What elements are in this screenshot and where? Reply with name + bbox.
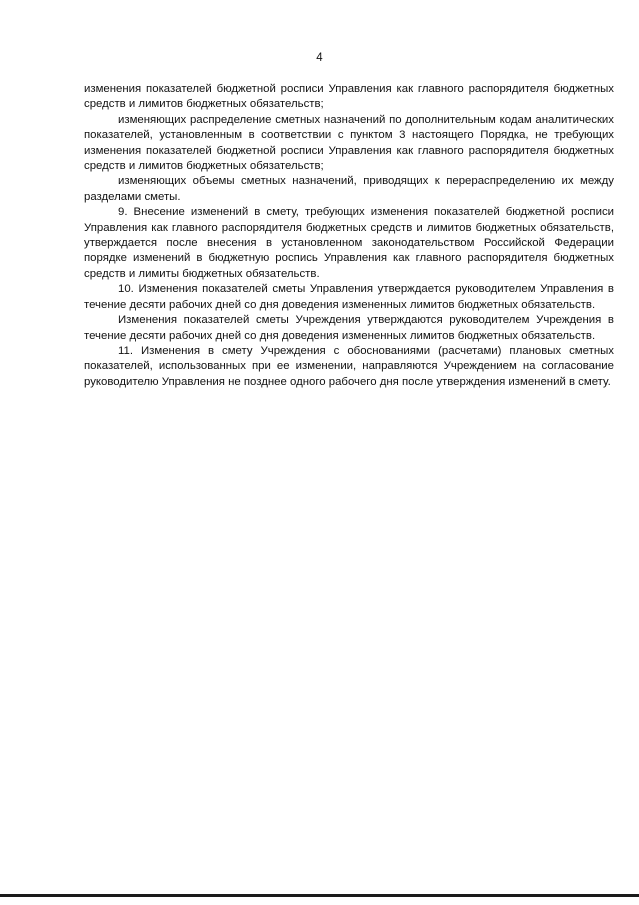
document-body (84, 82, 614, 390)
paragraph-volume-changes: изменяющих объемы сметных назначений, приводящих к перераспределению их между разделами сметы. (84, 175, 614, 203)
paragraph-item-11: 11. Изменения в смету Учреждения с обоснованиями (расчетами) плановых сметных показателей, использованных при ее изменении, направляются Учреждением на согласование руководителю Управления не позднее одного рабочего дня после утверждения изменений в смету. (84, 344, 614, 388)
page-number: 4 (316, 52, 323, 64)
paragraph-distribution-changes: изменяющих распределение сметных назначений по дополнительным кодам аналитических показателей, установленным в соответствии с пунктом 3 настоящего Порядка, не требующих изменения показателей бюджетной росписи Управления как главного распорядителя бюджетных средств и лимитов бюджетных обязательств; (84, 113, 614, 173)
scan-bottom-border (0, 894, 639, 897)
paragraph-item-10: 10. Изменения показателей сметы Управления утверждается руководителем Управления в течение десяти рабочих дней со дня доведения измененных лимитов бюджетных обязательств. (84, 283, 614, 311)
paragraph-institution-changes: Изменения показателей сметы Учреждения утверждаются руководителем Учреждения в течение десяти рабочих дней со дня доведения измененных лимитов бюджетных обязательств. (84, 314, 614, 342)
paragraph-item-9: 9. Внесение изменений в смету, требующих изменения показателей бюджетной росписи Управления как главного распорядителя бюджетных средств и лимитов бюджетных обязательств, утверждается после внесения в установленном законодательством Российской Федерации порядке изменений в бюджетную роспись Управления как главного распорядителя бюджетных средств и лимиты бюджетных обязательств. (84, 206, 614, 280)
paragraph-continuation: изменения показателей бюджетной росписи Управления как главного распорядителя бюджетных средств и лимитов бюджетных обязательств; (84, 83, 614, 111)
